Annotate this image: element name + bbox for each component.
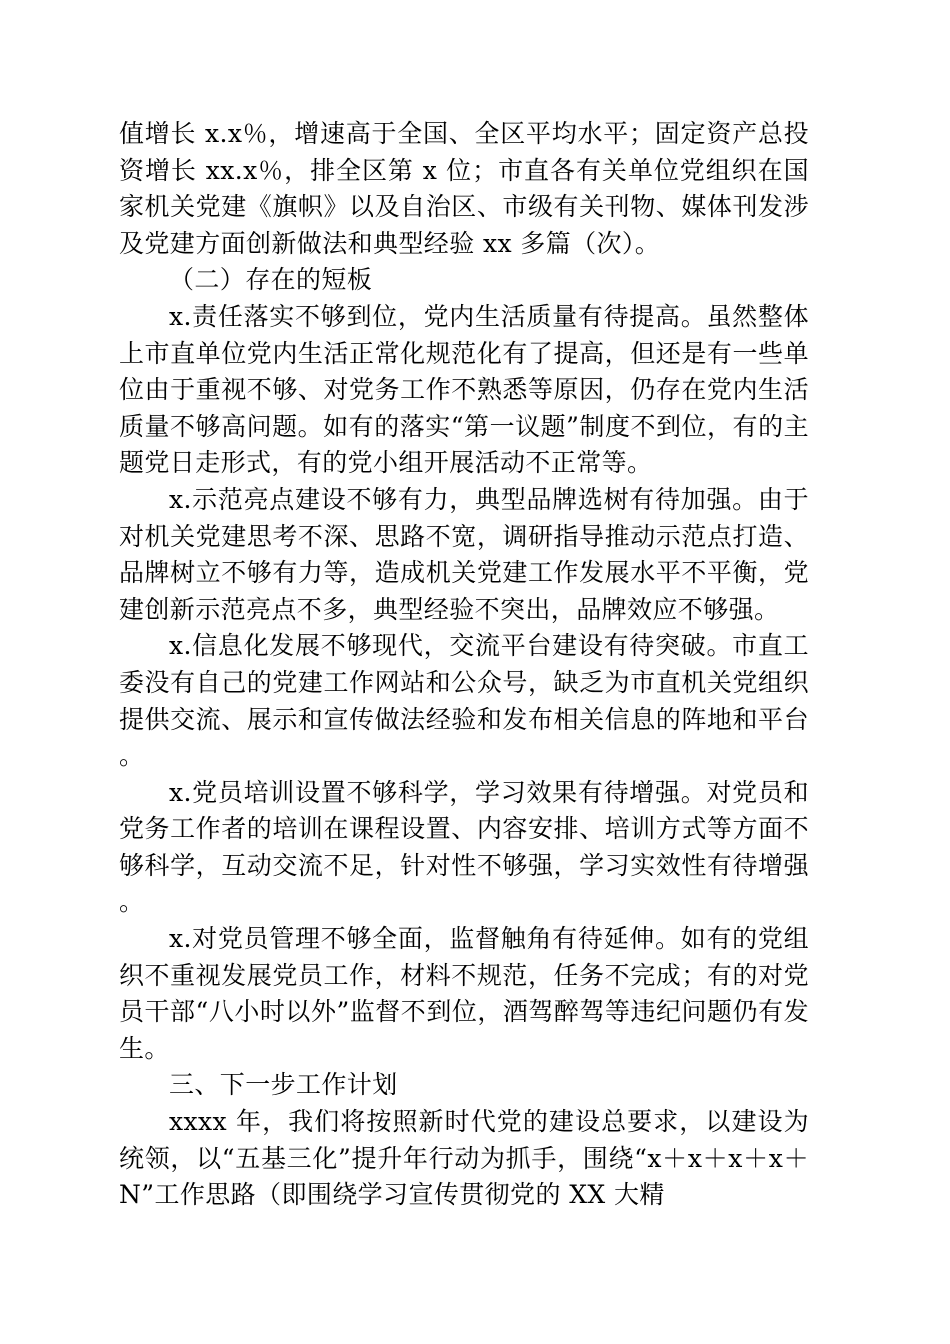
- section-heading-next-plan: 三、下一步工作计划: [169, 1070, 398, 1100]
- document-page: [119, 116, 809, 1214]
- paragraph-plan-intro: xxxx 年，我们将按照新时代党的建设总要求，以建设为统领，以“五基三化”提升年行动为抓手，围绕“x＋x＋x＋x＋N”工作思路（即围绕学习宣传贯彻党的 XX 大精: [119, 1107, 809, 1210]
- paragraph-continued: 值增长 x.x％，增速高于全国、全区平均水平；固定资产总投资增长 xx.x％，排全区第 x 位；市直各有关单位党组织在国家机关党建《旗帜》以及自治区、市级有关刊物、媒体刊发涉及党建方面创新做法和典型经验 xx 多篇（次）。: [119, 119, 809, 258]
- paragraph-item-4: x.党员培训设置不够科学，学习效果有待增强。对党员和党务工作者的培训在课程设置、内容安排、培训方式等方面不够科学，互动交流不足，针对性不够强，学习实效性有待增强。: [119, 777, 809, 917]
- paragraph-item-3: x.信息化发展不够现代，交流平台建设有待突破。市直工委没有自己的党建工作网站和公众号，缺乏为市直机关党组织提供交流、展示和宣传做法经验和发布相关信息的阵地和平台。: [119, 631, 809, 771]
- paragraph-item-2: x.示范亮点建设不够有力，典型品牌选树有待加强。由于对机关党建思考不深、思路不宽，调研指导推动示范点打造、品牌树立不够有力等，造成机关党建工作发展水平不平衡，党建创新示范亮点不多，典型经验不突出，品牌效应不够强。: [119, 484, 809, 624]
- paragraph-item-1: x.责任落实不够到位，党内生活质量有待提高。虽然整体上市直单位党内生活正常化规范化有了提高，但还是有一些单位由于重视不够、对党务工作不熟悉等原因，仍存在党内生活质量不够高问题。如有的落实“第一议题”制度不到位，有的主题党日走形式，有的党小组开展活动不正常等。: [119, 301, 809, 478]
- paragraph-item-5: x.对党员管理不够全面，监督触角有待延伸。如有的党组织不重视发展党员工作，材料不规范，任务不完成；有的对党员干部“八小时以外”监督不到位，酒驾醉驾等违纪问题仍有发生。: [119, 924, 809, 1063]
- section-subheading-shortcomings: （二）存在的短板: [169, 265, 373, 295]
